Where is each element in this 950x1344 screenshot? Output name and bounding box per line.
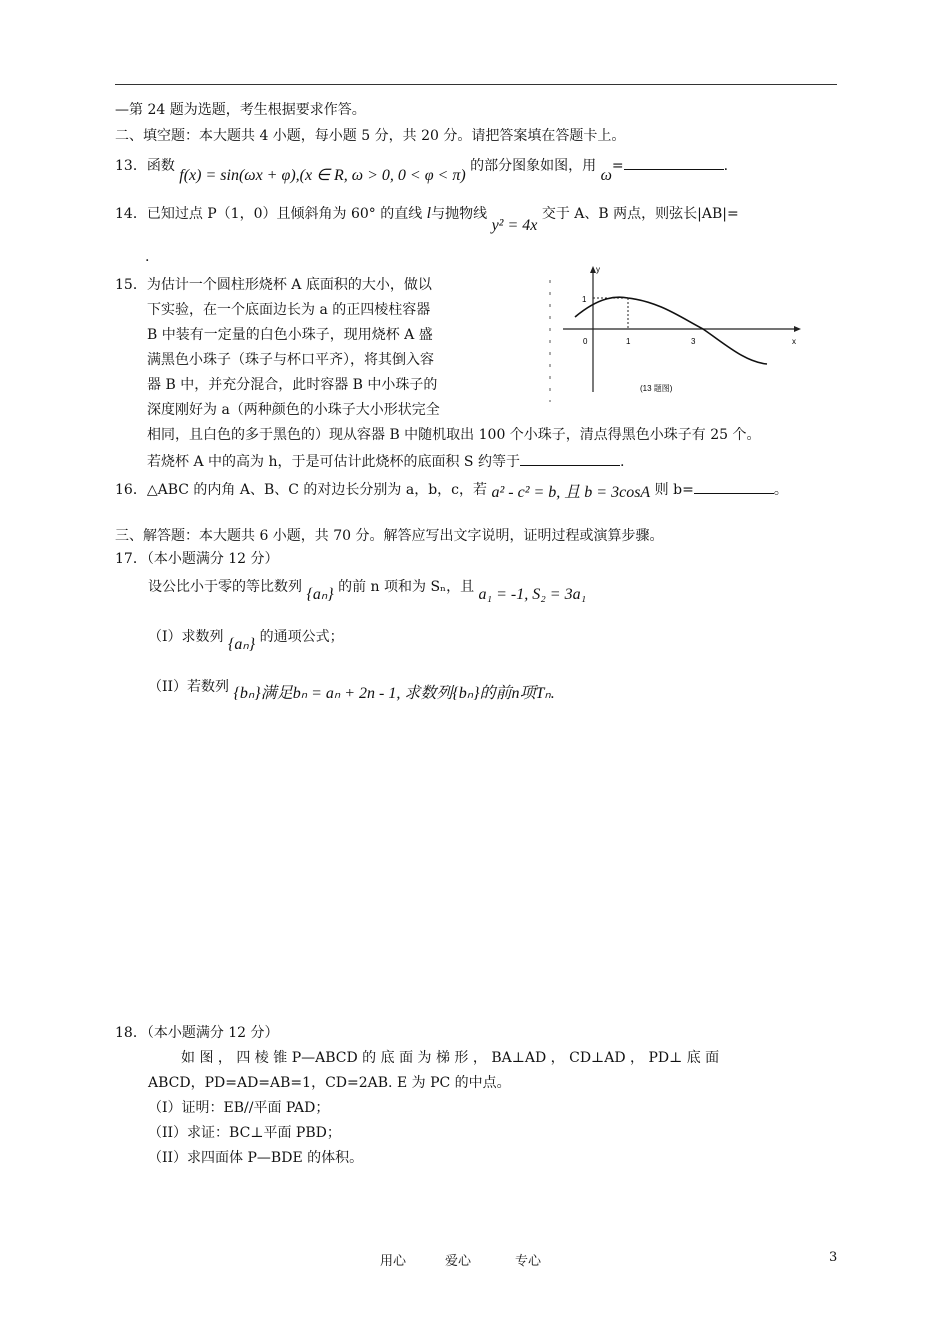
- q16-formula: a² - c² = b, 且 b = 3cosA: [491, 484, 651, 501]
- q15-line-7: 相同，且白色的多于黑色的）现从容器 B 中随机取出 100 个小珠子，清点得黑色小珠子有 25 个。: [147, 427, 761, 443]
- q18-part-3: （II）求四面体 P—BDE 的体积。: [148, 1150, 364, 1166]
- q17-part-2: [148, 678, 555, 702]
- q13-text: 的部分图象如图，用: [470, 158, 597, 174]
- q14-line-l: l: [426, 205, 432, 222]
- question-14: [115, 205, 739, 234]
- q15-line-2: 下实验，在一个底面边长为 a 的正四棱柱容器: [147, 302, 431, 318]
- q17-condition: a₁ = -1, S₂ = 3a₁: [478, 586, 587, 603]
- sine-graph-figure: [545, 262, 815, 404]
- q18-line-1: 如 图 ， 四 棱 锥 P—ABCD 的 底 面 为 梯 形 ， BA⊥AD ， CD⊥AD ， PD⊥ 底 面: [181, 1050, 720, 1066]
- q17-part-1-b: 的通项公式；: [259, 629, 344, 645]
- graph-caption: (13 题图): [640, 384, 673, 393]
- y-tick-one: 1: [582, 295, 587, 304]
- footer-text-3: 专心: [515, 1254, 542, 1269]
- q13-number: 13．函数: [115, 158, 175, 174]
- q14-text1: 14．已知过点 P（1，0）且倾斜角为 60° 的直线: [115, 206, 423, 222]
- q13-formula: f(x) = sin(ωx + φ),(x ∈ R, ω > 0, 0 < φ < π): [179, 167, 466, 184]
- intro-line: —第 24 题为选题，考生根据要求作答。: [115, 102, 366, 118]
- header-rule: [115, 84, 837, 85]
- q16-end: 。: [773, 482, 788, 498]
- q13-end: .: [723, 158, 729, 174]
- x-axis-label: x: [792, 337, 796, 346]
- q15-line-8: [147, 451, 624, 471]
- q18-line-2: ABCD，PD=AD=AB=1，CD=2AB. E 为 PC 的中点。: [148, 1075, 511, 1091]
- q17-part-2-a: （II）若数列: [148, 679, 230, 695]
- q17-sequence-an: {aₙ}: [306, 586, 334, 603]
- q15-line-1: 15．为估计一个圆柱形烧杯 A 底面积的大小，做以: [115, 277, 432, 293]
- question-16: [115, 479, 788, 499]
- q17-heading: 17．（本小题满分 12 分）: [115, 551, 279, 567]
- q15-answer-blank[interactable]: [520, 451, 620, 466]
- section-2-heading: 二、填空题：本大题共 4 小题，每小题 5 分，共 20 分。请把答案填在答题卡上。: [115, 128, 626, 144]
- q17-part-1: [148, 628, 344, 653]
- q18-part-1: （I）证明：EB//平面 PAD；: [148, 1100, 330, 1116]
- q15-end: .: [619, 454, 625, 470]
- sine-curve: [575, 297, 767, 364]
- q17-stem: [148, 578, 587, 603]
- x-tick-three: 3: [691, 337, 696, 346]
- q13-answer-blank[interactable]: [624, 155, 724, 170]
- x-tick-one: 1: [626, 337, 631, 346]
- q13-eq: =: [611, 158, 624, 174]
- q14-text3: 交于 A、B 两点，则弦长|AB|=: [541, 206, 739, 222]
- q17-part-1-an: {aₙ}: [227, 636, 256, 653]
- q15-line-4: 满黑色小珠子（珠子与杯口平齐），将其倒入容: [147, 352, 434, 368]
- footer-text-2: 爱心: [445, 1254, 472, 1269]
- q16-text2: 则 b=: [654, 482, 694, 498]
- q15-line-6: 深度刚好为 a（两种颜色的小珠子大小形状完全: [147, 402, 440, 418]
- q14-dot: .: [145, 249, 150, 265]
- q17-part-2-formula: {bₙ}满足bₙ = aₙ + 2n - 1, 求数列{bₙ}的前n项Tₙ.: [233, 685, 555, 702]
- q14-formula: y² = 4x: [491, 217, 538, 234]
- q15-line-8-text: 若烧杯 A 中的高为 h，于是可估计此烧杯的底面积 S 约等于: [147, 454, 520, 470]
- question-13: [115, 155, 729, 184]
- x-axis-arrow: [794, 326, 801, 332]
- q17-part-1-a: （I）求数列: [148, 629, 224, 645]
- q14-text2: 与抛物线: [431, 206, 488, 222]
- q17-stem2: 的前 n 项和为 Sₙ，且: [338, 579, 475, 595]
- section-3-heading: 三、解答题：本大题共 6 小题，共 70 分。解答应写出文字说明，证明过程或演算步骤。: [115, 528, 664, 544]
- q16-answer-blank[interactable]: [694, 479, 774, 494]
- q15-line-3: B 中装有一定量的白色小珠子，现用烧杯 A 盛: [147, 327, 433, 343]
- q18-heading: 18．（本小题满分 12 分）: [115, 1025, 279, 1041]
- q15-line-5: 器 B 中，并充分混合，此时容器 B 中小珠子的: [147, 377, 438, 393]
- footer-text-1: 用心: [380, 1254, 407, 1269]
- origin-label: 0: [583, 337, 588, 346]
- q13-omega: ω: [600, 167, 612, 184]
- page-number: 3: [829, 1250, 838, 1265]
- q18-part-2: （II）求证：BC⊥平面 PBD；: [148, 1125, 341, 1141]
- q17-stem1: 设公比小于零的等比数列: [148, 579, 302, 595]
- q16-text1: 16．△ABC 的内角 A、B、C 的对边长分别为 a，b，c，若: [115, 482, 488, 498]
- y-axis-label: y: [596, 265, 600, 274]
